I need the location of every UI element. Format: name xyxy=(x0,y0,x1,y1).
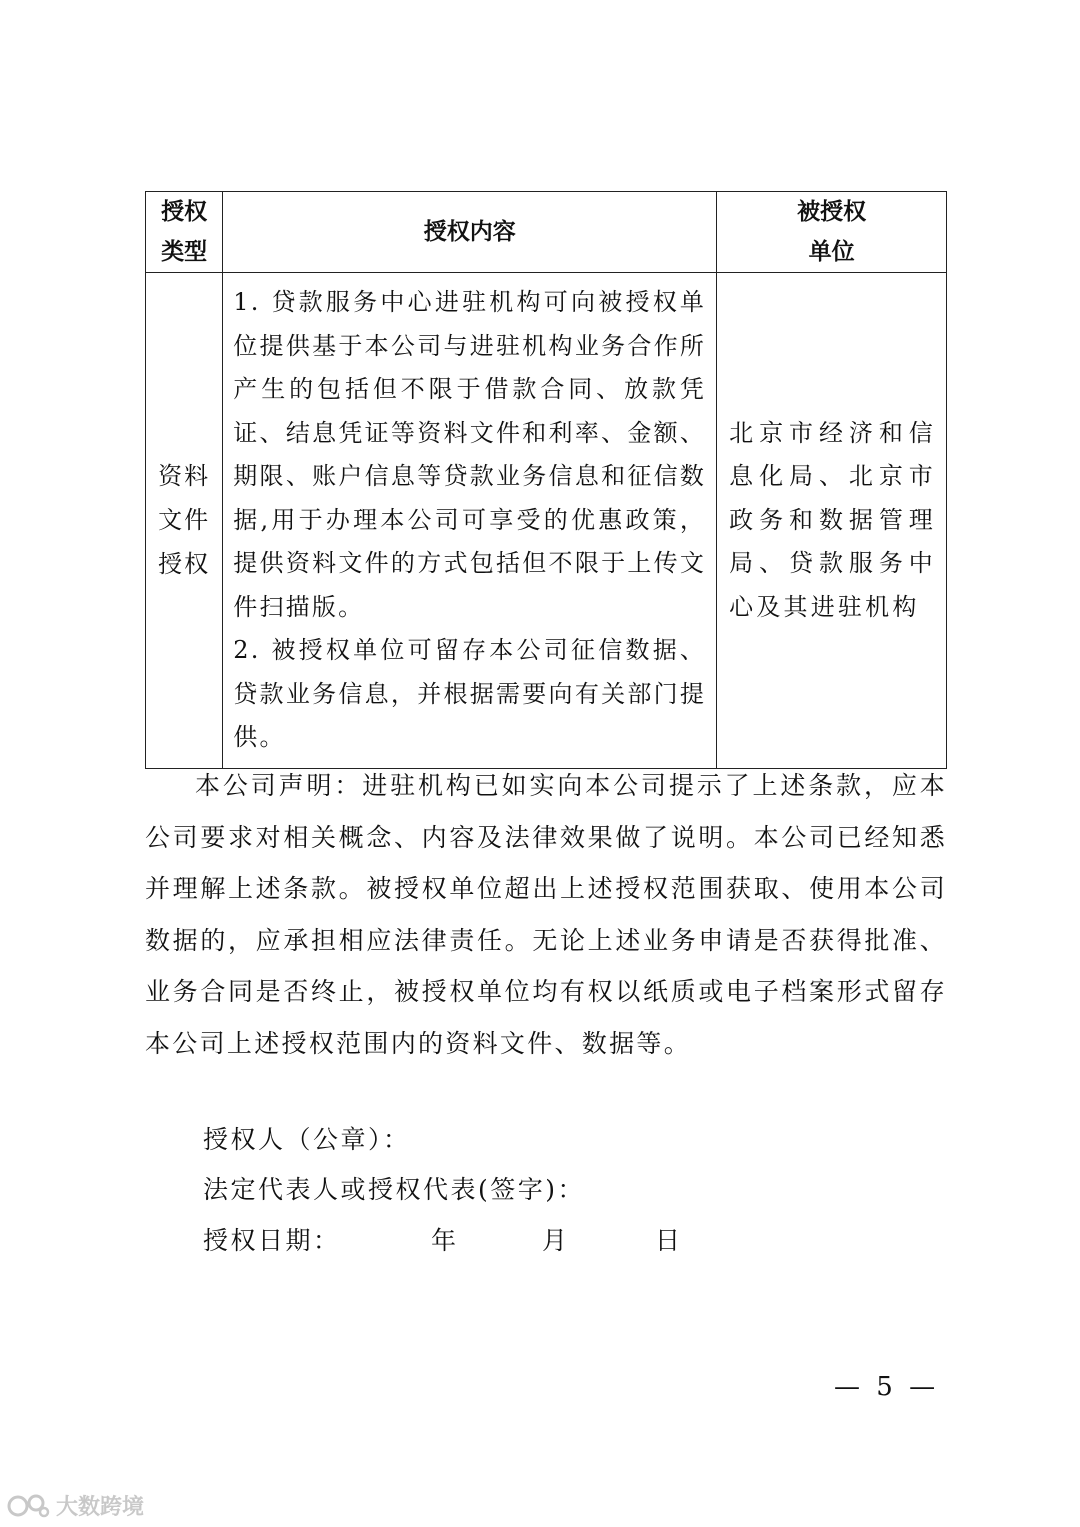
page-number: — 5 — xyxy=(834,1372,940,1402)
representative-signature-line: 法定代表人或授权代表(签字)： xyxy=(203,1175,586,1204)
date-month: 月 xyxy=(542,1226,568,1255)
watermark-text: 大数跨境 xyxy=(56,1495,145,1520)
row-unit: 北京市经济和信息化局、北京市政务和数据管理局、贷款服务中心及其进驻机构 xyxy=(717,273,947,769)
header-type xyxy=(146,192,223,273)
row-type xyxy=(146,273,223,769)
table-header-row xyxy=(146,192,947,273)
header-type-line-1: 授权 xyxy=(161,199,208,225)
authorization-date-label: 授权日期： xyxy=(203,1226,341,1255)
header-unit-line-1: 被授权 xyxy=(797,199,867,225)
row-type-line-2: 文件 xyxy=(158,506,211,535)
row-type-line-3: 授权 xyxy=(158,550,211,579)
header-content: 授权内容 xyxy=(223,192,717,273)
logo-icon xyxy=(6,1491,50,1521)
content-item-2: 2. 被授权单位可留存本公司征信数据、贷款业务信息，并根据需要向有关部门提供。 xyxy=(233,636,707,751)
header-unit xyxy=(717,192,947,273)
authorization-table xyxy=(145,191,947,769)
declaration-paragraph: 本公司声明：进驻机构已如实向本公司提示了上述条款，应本公司要求对相关概念、内容及法律效果做了说明。本公司已经知悉并理解上述条款。被授权单位超出上述授权范围获取、使用本公司数据的，应承担相应法律责任。无论上述业务申请是否获得批准、业务合同是否终止，被授权单位均有权以纸质或电子档案形式留存本公司上述授权范围内的资料文件、数据等。 xyxy=(145,771,947,1058)
watermark xyxy=(6,1490,144,1521)
authorizer-seal-line: 授权人（公章）： xyxy=(203,1125,411,1154)
row-content xyxy=(223,273,717,769)
row-type-line-1: 资料 xyxy=(158,462,211,491)
date-year: 年 xyxy=(431,1226,457,1255)
header-unit-line-2: 单位 xyxy=(808,239,855,265)
table-row xyxy=(146,273,947,769)
content-item-1: 1. 贷款服务中心进驻机构可向被授权单位提供基于本公司与进驻机构业务合作所产生的包括但不限于借款合同、放款凭证、结息凭证等资料文件和利率、金额、期限、账户信息等贷款业务信息和征信数据,用于办理本公司可享受的优惠政策，提供资料文件的方式包括但不限于上传文件扫描版。 xyxy=(233,288,707,621)
date-day: 日 xyxy=(655,1226,681,1255)
header-type-line-2: 类型 xyxy=(161,239,208,265)
